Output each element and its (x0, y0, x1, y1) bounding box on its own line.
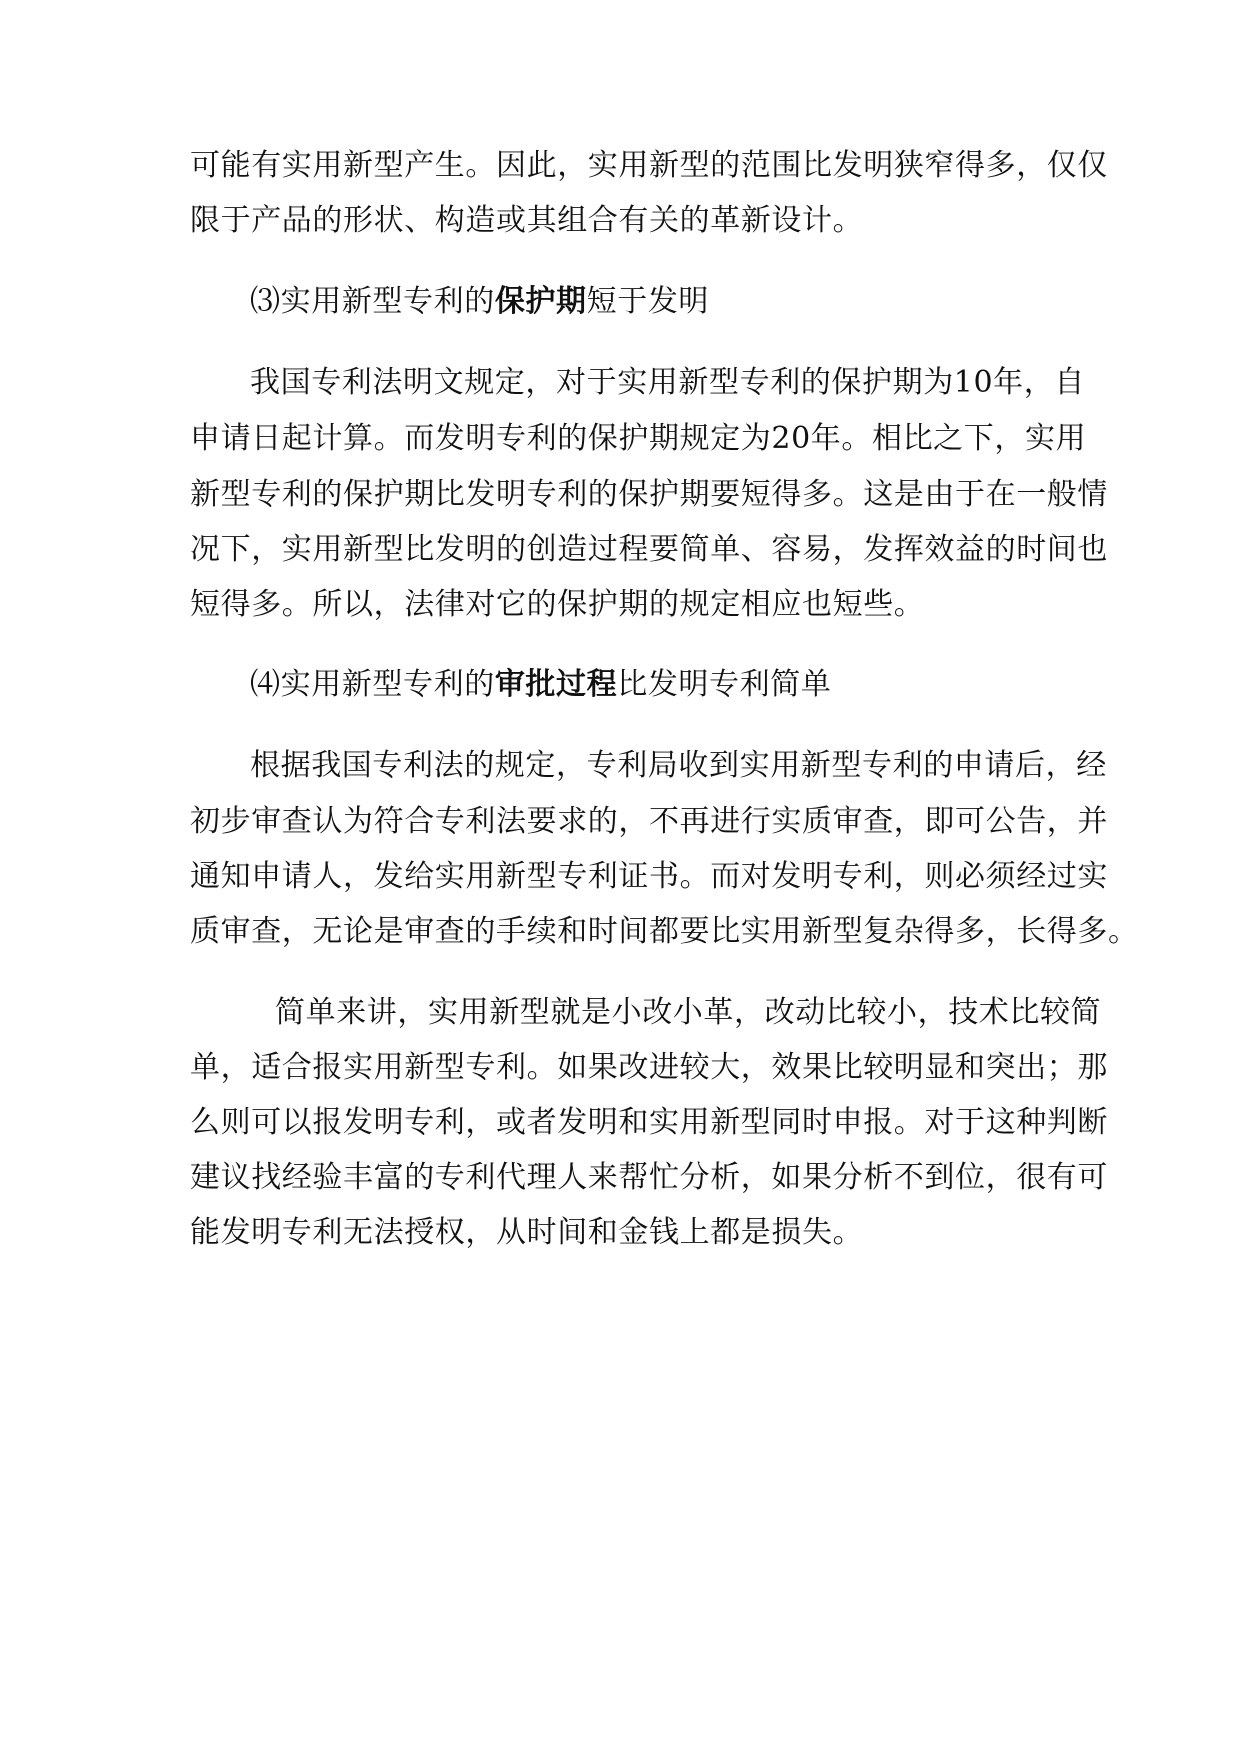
paragraph-protection-line-1: 我国专利法明文规定，对于实用新型专利的保护期为10年，自 (250, 365, 1085, 400)
paragraph-approval-line-2: 初步审查认为符合专利法要求的，不再进行实质审查，即可公告，并 (190, 804, 1108, 839)
heading-suffix: 比发明专利简单 (617, 667, 832, 702)
heading-suffix: 短于发明 (586, 284, 710, 319)
heading-bold-term: 审批过程 (494, 667, 618, 702)
paragraph-protection-line-3: 新型专利的保护期比发明专利的保护期要短得多。这是由于在一般情 (190, 477, 1108, 512)
heading-prefix: 实用新型专利的 (280, 284, 495, 319)
paragraph-continued-line-2: 限于产品的形状、构造或其组合有关的革新设计。 (190, 203, 864, 238)
paragraph-summary-line-1: 简单来讲，实用新型就是小改小革，改动比较小，技术比较简 (275, 995, 1102, 1030)
paragraph-summary-line-4: 建议找经验丰富的专利代理人来帮忙分析，如果分析不到位，很有可 (190, 1160, 1108, 1195)
paragraph-protection-line-4: 况下，实用新型比发明的创造过程要简单、容易，发挥效益的时间也 (190, 532, 1108, 567)
section-heading-approval-process (250, 665, 831, 705)
section-heading-protection-period (250, 282, 709, 322)
heading-prefix: 实用新型专利的 (280, 667, 495, 702)
paragraph-continued-line-1: 可能有实用新型产生。因此，实用新型的范围比发明狭窄得多，仅仅 (190, 148, 1108, 183)
paragraph-protection-line-2: 申请日起计算。而发明专利的保护期规定为20年。相比之下，实用 (190, 421, 1087, 456)
paragraph-summary-line-2: 单，适合报实用新型专利。如果改进较大，效果比较明显和突出；那 (190, 1050, 1108, 1085)
paragraph-approval-line-4: 质审查，无论是审查的手续和时间都要比实用新型复杂得多，长得多。 (190, 914, 1139, 949)
paragraph-summary-line-5: 能发明专利无法授权，从时间和金钱上都是损失。 (190, 1215, 864, 1250)
heading-bold-term: 保护期 (494, 284, 587, 319)
paragraph-approval-line-1: 根据我国专利法的规定，专利局收到实用新型专利的申请后，经 (250, 748, 1107, 783)
paragraph-protection-line-5: 短得多。所以，法律对它的保护期的规定相应也短些。 (190, 587, 925, 622)
heading-number: ⑷ (250, 667, 281, 702)
paragraph-summary-line-3: 么则可以报发明专利，或者发明和实用新型同时申报。对于这种判断 (190, 1105, 1108, 1140)
heading-number: ⑶ (250, 284, 281, 319)
paragraph-approval-line-3: 通知申请人，发给实用新型专利证书。而对发明专利，则必须经过实 (190, 859, 1108, 894)
